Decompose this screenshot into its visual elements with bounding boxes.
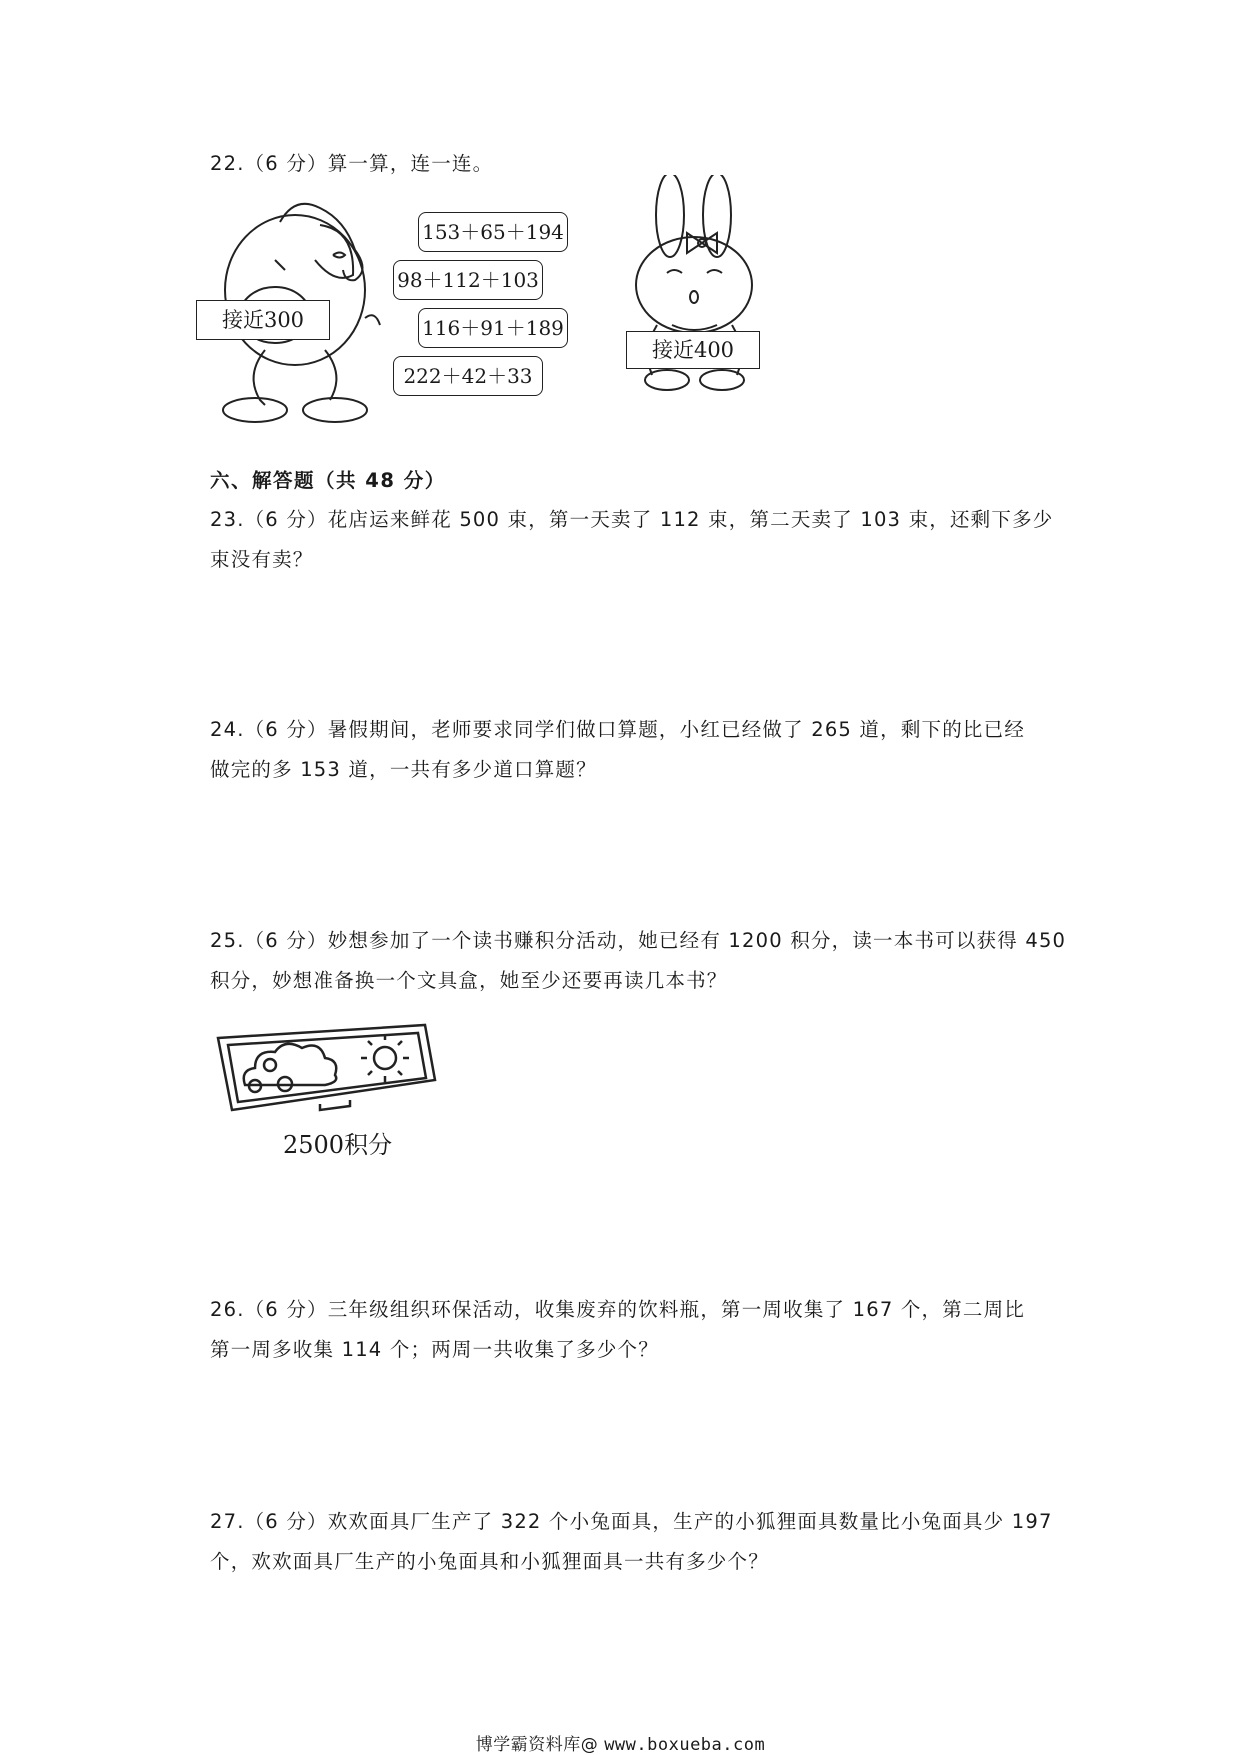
expression-2: 98＋112＋103 <box>393 260 543 300</box>
expression-4: 222＋42＋33 <box>393 356 543 396</box>
q25-line2: 积分，妙想准备换一个文具盒，她至少还要再读几本书？ <box>210 969 728 992</box>
footer <box>0 1730 1241 1755</box>
q23-line1: 23.（6 分）花店运来鲜花 500 束，第一天卖了 112 束，第二天卖了 103 束，还剩下多少 <box>210 508 1054 531</box>
q26-line2: 第一周多收集 114 个；两周一共收集了多少个？ <box>210 1338 659 1361</box>
footer-site[interactable]: www.boxueba.com <box>604 1735 766 1755</box>
q25-line1: 25.（6 分）妙想参加了一个读书赚积分活动，她已经有 1200 积分，读一本书可以获得 450 <box>210 929 1067 952</box>
q27-line2: 个，欢欢面具厂生产的小兔面具和小狐狸面具一共有多少个？ <box>210 1550 769 1573</box>
expression-3: 116＋91＋189 <box>418 308 568 348</box>
q24-line2: 做完的多 153 道，一共有多少道口算题？ <box>210 758 597 781</box>
section-title: 六、解答题（共 48 分） <box>210 469 446 492</box>
q22-title: 22.（6 分）算一算，连一连。 <box>210 152 494 175</box>
footer-prefix: 博学霸资料库@ <box>475 1735 605 1755</box>
pencil-box-price: 2500积分 <box>283 1131 393 1159</box>
q23-line2: 束没有卖？ <box>210 548 314 571</box>
expression-1: 153＋65＋194 <box>418 212 568 252</box>
q26-line1: 26.（6 分）三年级组织环保活动，收集废弃的饮料瓶，第一周收集了 167 个，第二周比 <box>210 1298 1026 1321</box>
rabbit-sign: 接近400 <box>626 331 760 369</box>
dog-sign: 接近300 <box>196 300 330 340</box>
pencil-box-illustration <box>210 1020 440 1115</box>
q27-line1: 27.（6 分）欢欢面具厂生产了 322 个小兔面具，生产的小狐狸面具数量比小兔面具少 197 <box>210 1510 1053 1533</box>
q24-line1: 24.（6 分）暑假期间，老师要求同学们做口算题，小红已经做了 265 道，剩下的比已经 <box>210 718 1026 741</box>
